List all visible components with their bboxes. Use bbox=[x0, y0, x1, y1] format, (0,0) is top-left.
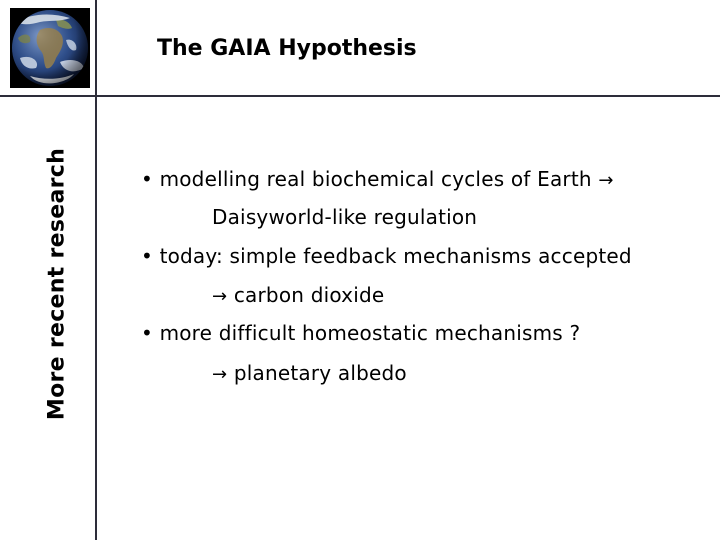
bullet-icon: • bbox=[141, 321, 153, 345]
sub-text: planetary albedo bbox=[233, 361, 407, 385]
arrow-right-icon: → bbox=[212, 364, 228, 385]
sub-text: Daisyworld-like regulation bbox=[212, 205, 478, 229]
bullet-text: more difficult homeostatic mechanisms ? bbox=[159, 321, 581, 345]
vertical-divider bbox=[95, 0, 97, 540]
earth-globe-icon bbox=[10, 8, 90, 88]
slide-title: The GAIA Hypothesis bbox=[157, 36, 417, 61]
sub-line bbox=[212, 361, 407, 385]
bullet-text: today: simple feedback mechanisms accepted bbox=[159, 244, 632, 268]
bullet-text: modelling real biochemical cycles of Earth bbox=[159, 167, 592, 191]
horizontal-divider bbox=[0, 95, 720, 97]
bullet-icon: • bbox=[141, 244, 153, 268]
bullet-line bbox=[141, 244, 632, 268]
sub-line bbox=[212, 283, 384, 307]
arrow-right-icon: → bbox=[212, 286, 228, 307]
bullet-line bbox=[141, 167, 614, 191]
side-label: More recent research bbox=[44, 147, 70, 421]
bullet-icon: • bbox=[141, 167, 153, 191]
sub-text: carbon dioxide bbox=[233, 283, 385, 307]
arrow-right-icon: → bbox=[598, 170, 614, 191]
bullet-line bbox=[141, 321, 580, 345]
sub-line bbox=[212, 205, 477, 229]
